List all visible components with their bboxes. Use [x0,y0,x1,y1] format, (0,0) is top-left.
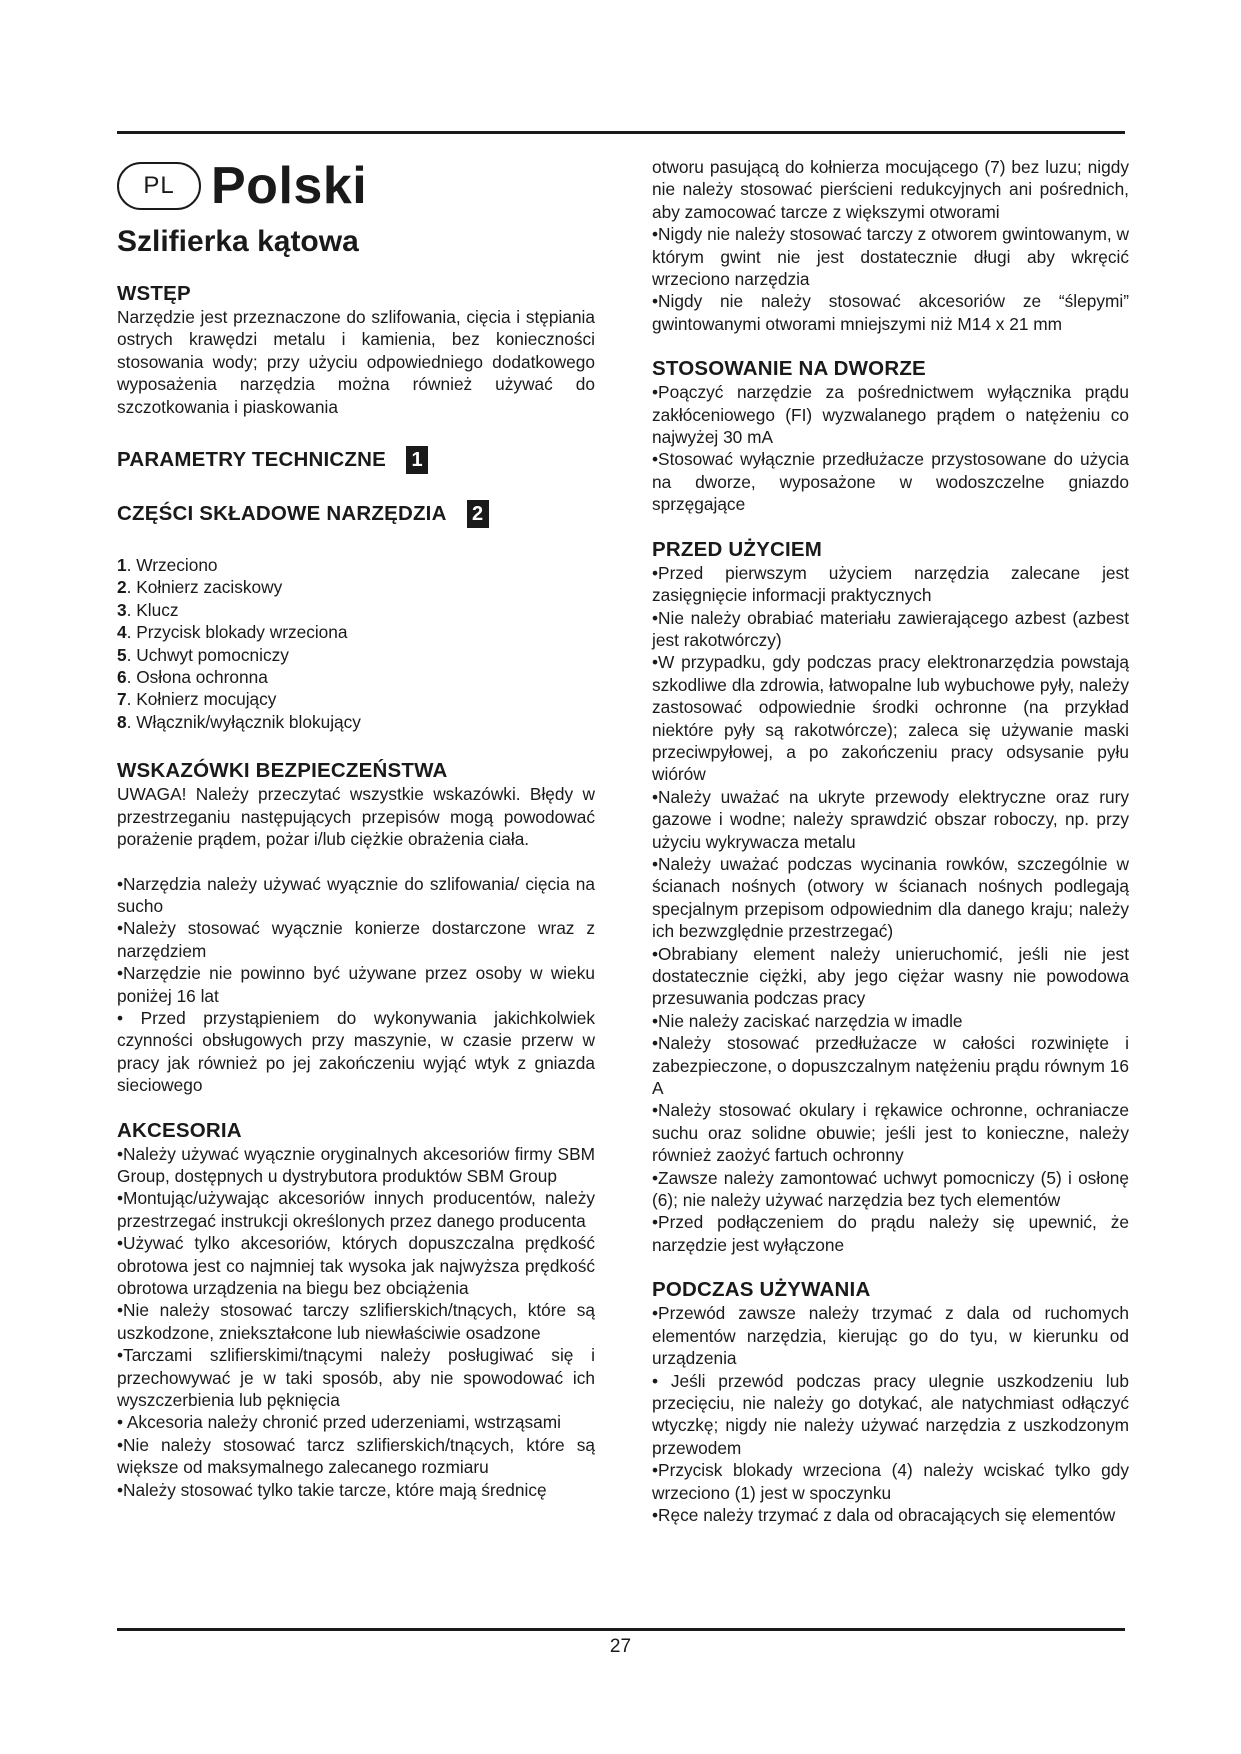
page-number: 27 [609,1636,632,1657]
document-title: Szlifierka kątowa [117,225,359,258]
list-item: 4. Przycisk blokady wrzeciona [117,622,348,643]
bullet-item: •Zawsze należy zamontować uchwyt pomocniczy (5) i osłonę (6); nie należy używać narzędzia bez tych elementów [652,1167,1129,1211]
bullet-item: •Należy stosować przedłużacze w całości rozwinięte i zabezpieczone, o dopuszczalnym natężeniu prądu równym 16 A [652,1033,1129,1099]
bullet-item: •Przycisk blokady wrzeciona (4) należy wciskać tylko gdy wrzeciono (1) jest w spoczynku [652,1460,1129,1503]
section-heading: PARAMETRY TECHNICZNE [117,448,386,472]
language-badge: PL [117,162,201,210]
section-accessories [117,1119,595,1502]
section-heading: AKCESORIA [117,1118,242,1142]
list-item: 8. Włącznik/wyłącznik blokujący [117,711,361,732]
bullet-item: •Ręce należy trzymać z dala od obracających się elementów [652,1504,1116,1525]
list-item: 7. Kołnierz mocujący [117,689,277,710]
list-item: 1. Wrzeciono [117,555,218,576]
section-outdoor [652,357,1129,515]
list-item: 2. Kołnierz zaciskowy [117,577,283,598]
section-heading: CZĘŚCI SKŁADOWE NARZĘDZIA [117,502,447,526]
bullet-item: •Należy stosować wyącznie konierze dostarczone wraz z narzędziem [117,918,595,961]
list-item: 5. Uchwyt pomocniczy [117,644,289,665]
paragraph: Narzędzie jest przeznaczone do szlifowania, cięcia i stępiania ostrych krawędzi metalu i kamienia, bez konieczności stosowania wody; przy użyciu odpowiedniego dodatkowego wyposażenia narzędzia można również używać do szczotkowania i piaskowania [117,307,595,417]
bullet-item: • Przed przystąpieniem do wykonywania jakichkolwiek czynności obsługowych przy maszynie, w czasie przerw w pracy jak również po jej zakończeniu wyjąć wtyk z gniazda sieciowego [117,1007,595,1096]
bullet-item: •Należy uważać podczas wycinania rowków, szczególnie w ścianach nośnych (otwory w ścianach nośnych podlegają specjalnym przepisom odpowiednim dla danego kraju; należy ich bezwzględnie przestrzegać) [652,853,1129,942]
figure-ref-badge: 1 [406,446,428,474]
parts-list [117,554,595,733]
bullet-item: •Poączyć narzędzie za pośrednictwem wyłącznika prądu zakłóceniowego (FI) wyzwalanego prądem o natężeniu co najwyżej 30 mA [652,382,1129,448]
bullet-item: •Przewód zawsze należy trzymać z dala od ruchomych elementów narzędzia, kierując go do tyu, w kierunku od urządzenia [652,1303,1129,1369]
bullet-item: •Nigdy nie należy stosować akcesoriów ze “ślepymi” gwintowanymi otworami mniejszymi niż M14 x 21 mm [652,291,1129,334]
paragraph: otworu pasującą do kołnierza mocującego (7) bez luzu; nigdy nie należy stosować pierścieni redukcyjnych ani pośrednich, aby zamocować tarcze z większymi otworami [652,157,1129,222]
language-name: Polski [211,156,368,215]
warning-paragraph: UWAGA! Należy przeczytać wszystkie wskazówki. Błędy w przestrzeganiu następujących przepisów mogą powodować porażenie prądem, pożar i/lub ciężkie obrażenia ciała. [117,784,595,850]
bullet-item: •Obrabiany element należy unieruchomić, jeśli nie jest dostatecznie ciężki, aby jego ciężar wasny nie powodowa przesuwania podczas pracy [652,943,1129,1009]
bullet-item: •Narzędzie nie powinno być używane przez osoby w wieku poniżej 16 lat [117,963,595,1006]
bullet-item: •W przypadku, gdy podczas pracy elektronarzędzia powstają szkodliwe dla zdrowia, łatwopalne lub wybuchowe pyły, należy zastosować odpowiednie środki ochronne (na przykład niektóre pyły są rakotwórcze); zaleca się używanie maski przeciwpyłowej, a po zakończeniu pracy odsysanie pyłu wiórów [652,652,1129,785]
bullet-item: •Nigdy nie należy stosować tarczy z otworem gwintowanym, w którym gwint nie jest dostatecznie długi aby wkręcić wrzeciono narzędzia [652,224,1129,290]
bullet-item: •Należy uważać na ukryte przewody elektryczne oraz rury gazowe i wodne; należy sprawdzić obszar roboczy, np. przy użyciu wykrywacza metalu [652,786,1129,852]
bullet-item: •Przed podłączeniem do prądu należy się upewnić, że narzędzie jest wyłączone [652,1212,1129,1255]
bullet-item: •Nie należy stosować tarcz szlifierskich/tnących, które są większe od maksymalnego zalecanego rozmiaru [117,1434,595,1478]
bullet-item: •Montując/używając akcesoriów innych producentów, należy przestrzegać instrukcji określonych przez danego producenta [117,1188,595,1231]
section-heading: PRZED UŻYCIEM [652,537,823,561]
language-header [117,154,595,218]
section-safety [117,759,595,1096]
bullet-item: •Należy stosować okulary i rękawice ochronne, ochraniacze suchu oraz solidne obuwie; jeśli jest to konieczne, należy również zaożyć fartuch ochronny [652,1100,1129,1166]
bullet-item: •Stosować wyłącznie przedłużacze przystosowane do użycia na dworze, wyposażone w wodoszczelne gniazdo sprzęgające [652,449,1129,515]
bullet-item: •Nie należy zaciskać narzędzia w imadle [652,1010,963,1031]
section-continued [652,156,1129,335]
bullet-item: • Akcesoria należy chronić przed uderzeniami, wstrząsami [117,1412,562,1433]
bullet-item: •Przed pierwszym użyciem narzędzia zalecane jest zasięgnięcie informacji praktycznych [652,562,1129,606]
section-heading: PODCZAS UŻYWANIA [652,1278,871,1302]
bullet-item: •Tarczami szlifierskimi/tnącymi należy posługiwać się i przechowywać je w taki sposób, aby nie spowodować ich wyszczerbienia lub pęknięcia [117,1345,595,1411]
section-tech [117,446,595,474]
bullet-item: •Używać tylko akcesoriów, których dopuszczalna prędkość obrotowa jest co najmniej tak wysoka jak najwyższa prędkość obrotowa urządzenia na biegu bez obciążenia [117,1233,595,1298]
bullet-item: •Narzędzia należy używać wyącznie do szlifowania/ cięcia na sucho [117,873,595,916]
bullet-item: •Należy używać wyącznie oryginalnych akcesoriów firmy SBM Group, dostępnych u dystrybutora produktów SBM Group [117,1143,595,1186]
section-intro [117,282,595,418]
bullet-item: • Jeśli przewód podczas pracy ulegnie uszkodzeniu lub przecięciu, nie należy go dotykać, ale natychmiast odłączyć wtyczkę; nigdy nie należy używać narzędzia z uszkodzonym przewodem [652,1370,1129,1458]
section-before-use [652,538,1129,1257]
figure-ref-badge: 2 [467,500,489,528]
section-heading: WSTĘP [117,282,191,305]
right-column [652,156,1129,1548]
bullet-item: •Nie należy obrabiać materiału zawierającego azbest (azbest jest rakotwórczy) [652,607,1129,650]
left-column [117,146,595,1523]
bottom-rule [117,1628,1125,1631]
list-item: 3. Klucz [117,599,179,620]
top-rule [117,131,1125,134]
bullet-item: •Nie należy stosować tarczy szlifierskich/tnących, które są uszkodzone, zniekształcone lub niewłaściwie osadzone [117,1300,595,1343]
section-during-use [652,1278,1129,1526]
section-heading: WSKAZÓWKI BEZPIECZEŃSTWA [117,759,448,783]
bullet-item: •Należy stosować tylko takie tarcze, które mają średnicę [117,1479,547,1500]
section-heading: STOSOWANIE NA DWORZE [652,357,926,381]
list-item: 6. Osłona ochronna [117,667,268,688]
section-parts-heading [117,500,595,528]
